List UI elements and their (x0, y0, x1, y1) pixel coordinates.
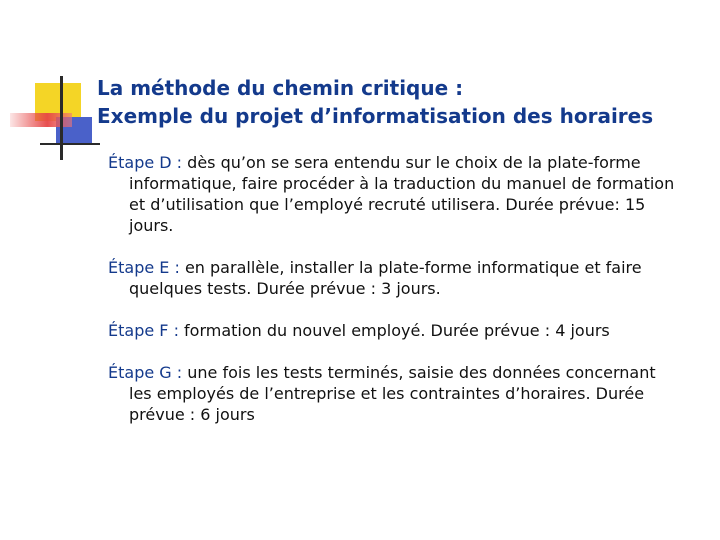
step-g-text: une fois les tests terminés, saisie des données concernant les employés de l’entreprise et les contraintes d’horaires. Durée prévue : 6 jours (129, 363, 656, 424)
step-d (108, 152, 683, 236)
slide-title-line-2: Exemple du projet d’informatisation des horaires (97, 104, 654, 128)
step-f-text: formation du nouvel employé. Durée prévue : 4 jours (184, 321, 610, 340)
decorative-block-graphic (0, 0, 100, 170)
slide-title (97, 74, 707, 130)
step-e (108, 257, 683, 299)
step-e-label: Étape E : (108, 258, 185, 277)
step-g (108, 362, 683, 425)
step-f (108, 320, 683, 341)
horizontal-line-decoration (40, 143, 100, 145)
step-e-text: en parallèle, installer la plate-forme informatique et faire quelques tests. Durée prévue : 3 jours. (129, 258, 642, 298)
steps-list (108, 152, 683, 425)
vertical-line-decoration (60, 76, 63, 160)
slide-title-line-1: La méthode du chemin critique : (97, 76, 464, 100)
step-d-text: dès qu’on se sera entendu sur le choix de la plate-forme informatique, faire procéder à la traduction du manuel de formation et d’utilisation que l’employé recruté utilisera. Durée prévue: 15 jours. (129, 153, 675, 235)
step-f-label: Étape F : (108, 321, 185, 340)
step-g-label: Étape G : (108, 363, 188, 382)
step-d-label: Étape D : (108, 153, 188, 172)
